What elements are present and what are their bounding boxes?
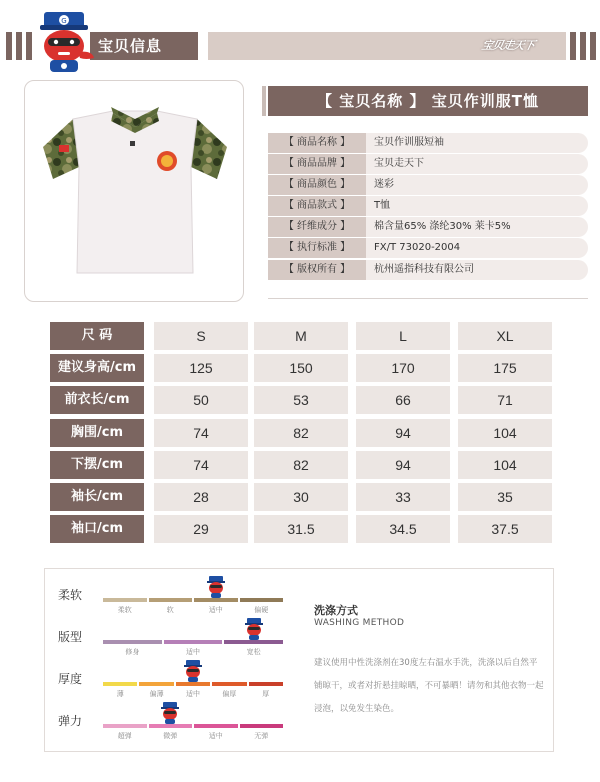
scale-tick-label: 超弹 xyxy=(117,732,132,740)
column-header: S xyxy=(154,322,248,350)
info-key: 【 商品款式 】 xyxy=(268,196,366,216)
info-key: 【 执行标准 】 xyxy=(268,238,366,258)
size-table xyxy=(50,322,552,547)
info-key: 【 商品颜色 】 xyxy=(268,175,366,195)
product-info-list xyxy=(268,133,588,281)
info-row xyxy=(268,154,588,174)
washing-subtitle: WASHING METHOD xyxy=(314,618,405,628)
info-value: FX/T 73020-2004 xyxy=(374,242,461,254)
header-stripe xyxy=(570,32,576,60)
info-value: 迷彩 xyxy=(374,179,394,191)
scale-label: 版型 xyxy=(58,630,83,644)
info-key: 【 纤维成分 】 xyxy=(268,217,366,237)
info-row xyxy=(268,217,588,237)
scale-tick-label: 软 xyxy=(166,606,174,614)
table-row xyxy=(50,419,552,447)
table-cell: 94 xyxy=(356,451,450,479)
header-stripe xyxy=(6,32,12,60)
table-cell: 53 xyxy=(254,386,348,414)
info-value: T恤 xyxy=(374,200,391,212)
table-cell: 28 xyxy=(154,483,248,511)
mascot-marker-icon xyxy=(160,702,180,724)
scale-segment xyxy=(176,682,210,686)
table-cell: 175 xyxy=(458,354,552,382)
table-row xyxy=(50,515,552,543)
section-title: 宝贝信息 xyxy=(90,32,198,60)
scale-label: 弹力 xyxy=(58,714,83,728)
scale-tick-label: 柔软 xyxy=(117,606,132,614)
size-table-header-row xyxy=(50,322,552,350)
row-label: 袖长/cm xyxy=(50,483,144,511)
table-cell: 50 xyxy=(154,386,248,414)
scale-segment xyxy=(249,682,283,686)
info-key: 【 商品品牌 】 xyxy=(268,154,366,174)
scale-bar xyxy=(102,682,284,686)
scale-tick-label: 偏厚 xyxy=(222,690,237,698)
info-row xyxy=(268,196,588,216)
row-label: 袖口/cm xyxy=(50,515,144,543)
scale-tick-label: 适中 xyxy=(186,648,200,656)
mascot-icon xyxy=(30,10,100,74)
row-label: 建议身高/cm xyxy=(50,354,144,382)
info-value: 杭州遥指科技有限公司 xyxy=(374,263,474,275)
table-cell: 125 xyxy=(154,354,248,382)
svg-text:G: G xyxy=(61,17,67,25)
header-stripe xyxy=(580,32,586,60)
table-row xyxy=(50,451,552,479)
info-key: 【 版权所有 】 xyxy=(268,260,366,280)
row-label: 胸围/cm xyxy=(50,419,144,447)
scale-bar xyxy=(102,640,284,644)
info-value: 棉含量65% 涤纶30% 莱卡5% xyxy=(374,221,511,233)
info-key: 【 商品名称 】 xyxy=(268,133,366,153)
info-row xyxy=(268,260,588,280)
divider xyxy=(268,298,588,299)
column-header: 尺 码 xyxy=(50,322,144,350)
scale-tick-label: 宽松 xyxy=(246,648,261,656)
brand-logo: 宝贝走天下 xyxy=(480,39,536,52)
table-cell: 82 xyxy=(254,451,348,479)
table-row xyxy=(50,354,552,382)
tshirt-image xyxy=(33,97,237,287)
header-stripe xyxy=(590,32,596,60)
table-row xyxy=(50,483,552,511)
table-cell: 33 xyxy=(356,483,450,511)
scale-segment xyxy=(240,724,284,728)
scale-tick-label: 修身 xyxy=(125,648,140,656)
scale-tick-label: 偏硬 xyxy=(254,606,269,614)
table-cell: 30 xyxy=(254,483,348,511)
table-cell: 71 xyxy=(458,386,552,414)
table-cell: 150 xyxy=(254,354,348,382)
table-cell: 170 xyxy=(356,354,450,382)
info-row xyxy=(268,238,588,258)
scale-tick-label: 适中 xyxy=(186,690,200,698)
scale-tick-label: 适中 xyxy=(208,732,223,740)
scale-bar xyxy=(102,598,284,602)
scale-label: 厚度 xyxy=(58,672,83,686)
scale-segment xyxy=(240,598,284,602)
scale-label: 柔软 xyxy=(58,588,83,602)
scale-segment xyxy=(103,640,162,644)
table-cell: 94 xyxy=(356,419,450,447)
scale-tick-label: 偏薄 xyxy=(149,690,164,698)
column-header: M xyxy=(254,322,348,350)
scale-segment xyxy=(149,724,193,728)
scale-segment xyxy=(194,598,238,602)
table-cell: 35 xyxy=(458,483,552,511)
column-header: L xyxy=(356,322,450,350)
table-cell: 104 xyxy=(458,419,552,447)
scale-tick-label: 薄 xyxy=(116,690,124,698)
table-cell: 104 xyxy=(458,451,552,479)
washing-title: 洗涤方式 xyxy=(314,604,358,617)
scale-segment xyxy=(164,640,223,644)
scale-segment xyxy=(212,682,246,686)
header-stripe xyxy=(16,32,22,60)
column-header: XL xyxy=(458,322,552,350)
scale-tick-label: 无弹 xyxy=(254,732,269,740)
header xyxy=(0,0,600,84)
table-cell: 31.5 xyxy=(254,515,348,543)
mascot-marker-icon xyxy=(244,618,264,640)
info-value: 宝贝作训服短袖 xyxy=(374,137,444,148)
scale-segment xyxy=(103,724,147,728)
table-cell: 34.5 xyxy=(356,515,450,543)
table-cell: 74 xyxy=(154,419,248,447)
scale-segment xyxy=(224,640,283,644)
table-cell: 82 xyxy=(254,419,348,447)
scale-tick-label: 微弹 xyxy=(163,732,178,740)
scale-segment xyxy=(149,598,193,602)
table-row xyxy=(50,386,552,414)
washing-instructions: 建议使用中性洗涤剂在30度左右温水手洗，洗涤以后自然平铺晾干，或者对折悬挂晾晒，不可暴晒！请勿和其他衣物一起浸泡，以免发生染色。 xyxy=(314,658,544,714)
row-label: 下摆/cm xyxy=(50,451,144,479)
scale-segment xyxy=(103,598,147,602)
product-photo xyxy=(24,80,244,302)
info-row xyxy=(268,175,588,195)
product-name-title: 【 宝贝名称 】 宝贝作训服T恤 xyxy=(268,86,588,116)
table-cell: 29 xyxy=(154,515,248,543)
scale-bar xyxy=(102,724,284,728)
mascot-marker-icon xyxy=(183,660,203,682)
fabric-scales xyxy=(58,574,288,744)
table-cell: 66 xyxy=(356,386,450,414)
table-cell: 37.5 xyxy=(458,515,552,543)
table-cell: 74 xyxy=(154,451,248,479)
info-value: 宝贝走天下 xyxy=(374,158,424,170)
scale-segment xyxy=(139,682,173,686)
info-row xyxy=(268,133,588,153)
scale-segment xyxy=(103,682,137,686)
row-label: 前衣长/cm xyxy=(50,386,144,414)
scale-segment xyxy=(194,724,238,728)
scale-tick-label: 适中 xyxy=(208,606,223,614)
mascot-marker-icon xyxy=(206,576,226,598)
scale-tick-label: 厚 xyxy=(262,690,270,698)
